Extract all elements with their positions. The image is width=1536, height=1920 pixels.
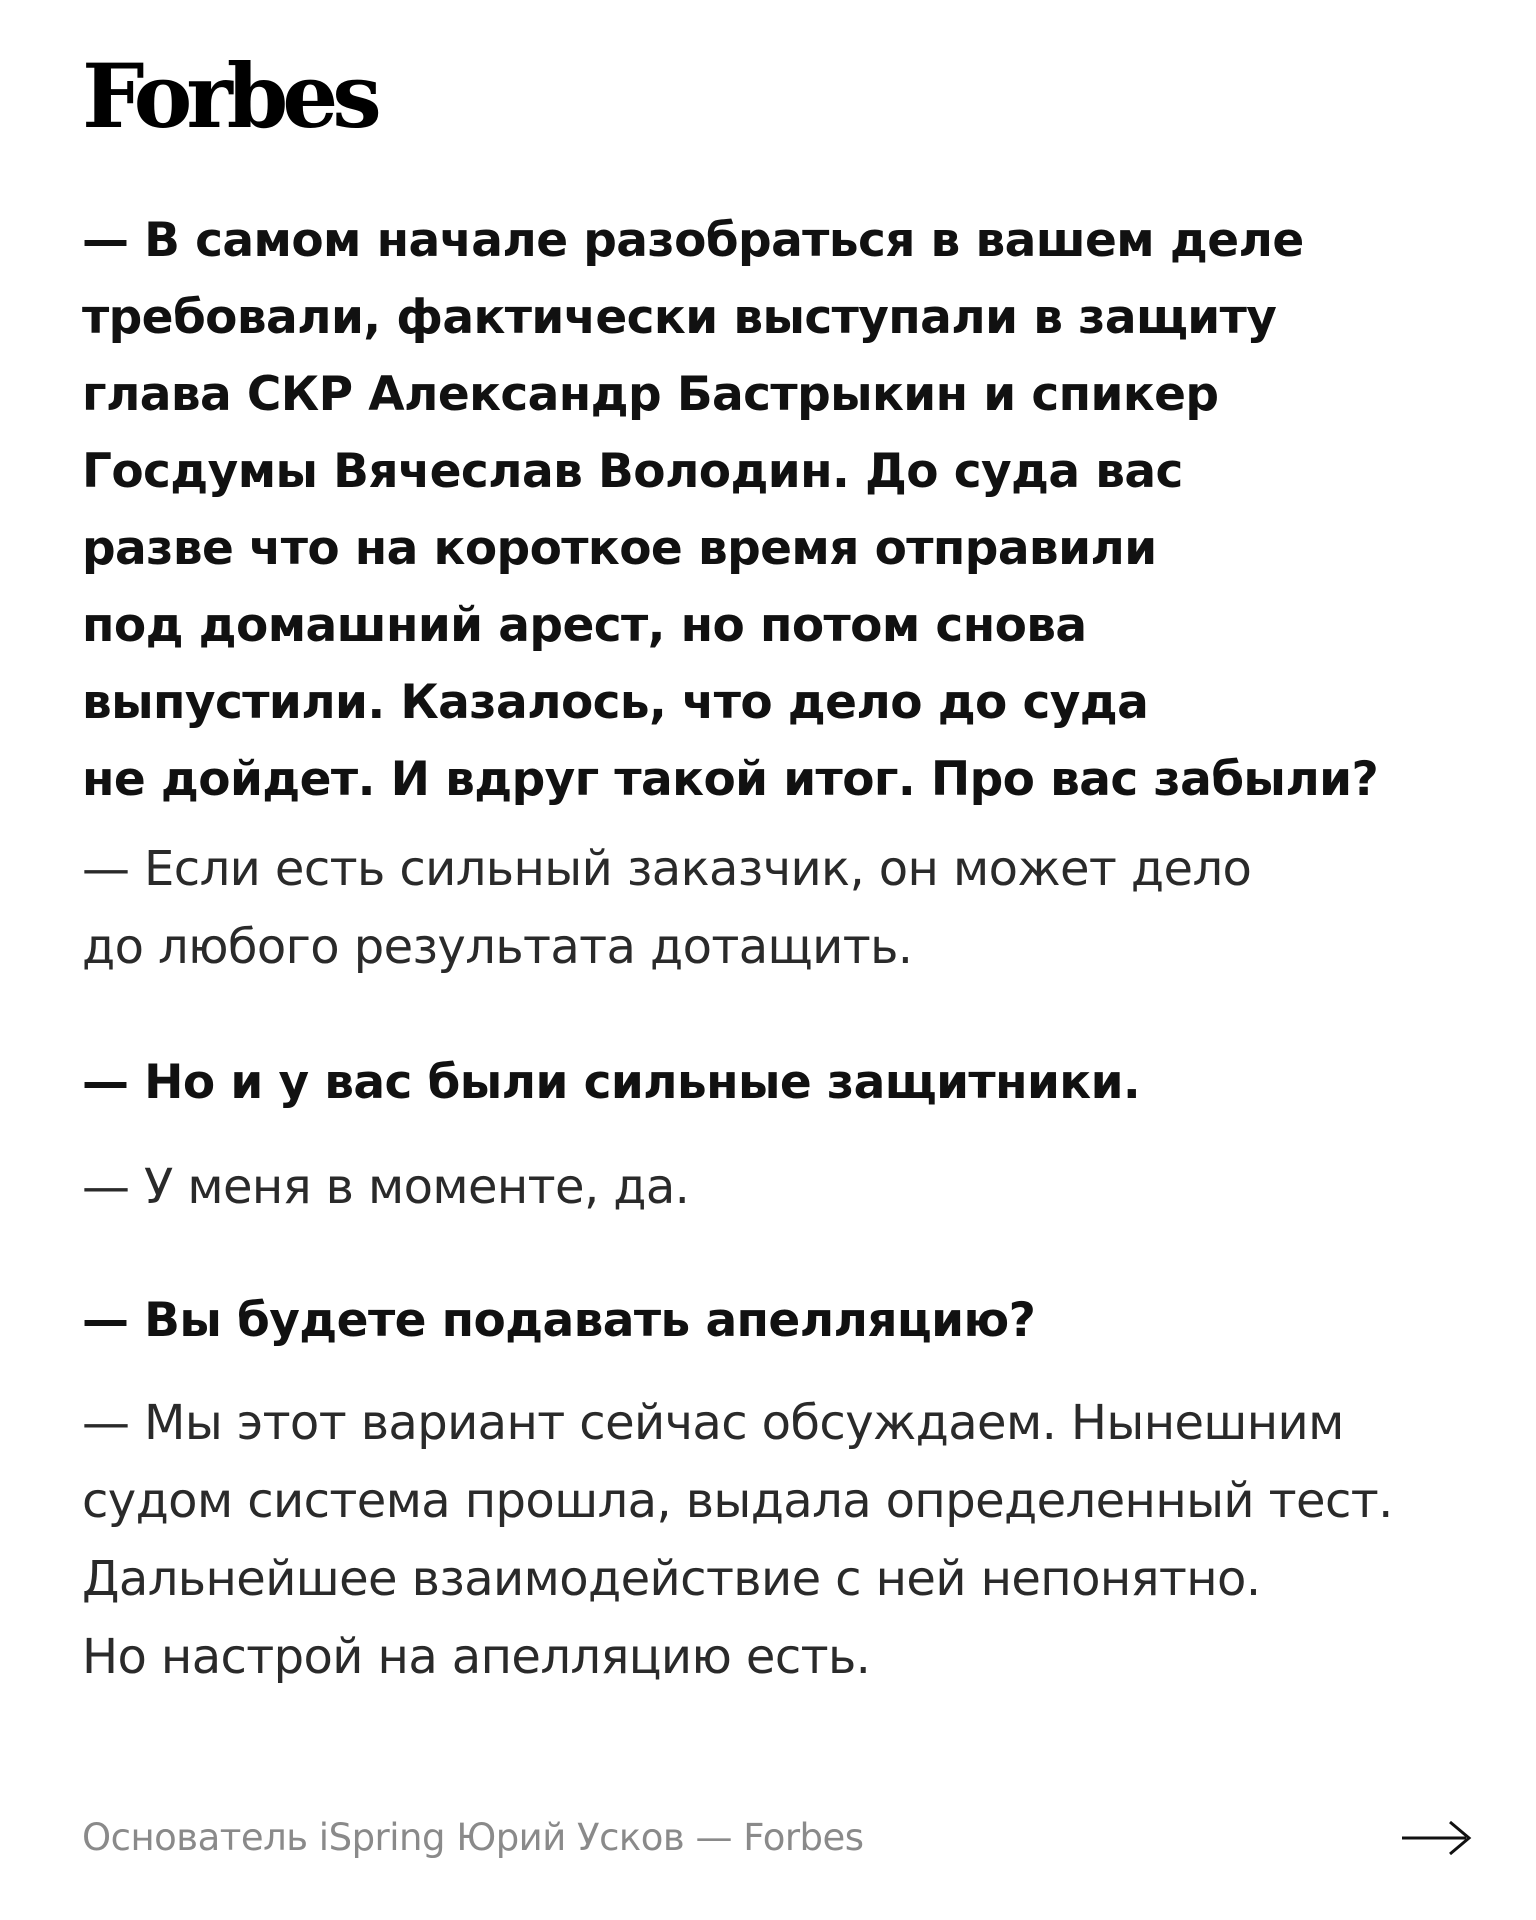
source-caption: Основатель iSpring Юрий Усков — Forbes	[82, 1816, 864, 1859]
question-1-line: разве что на короткое время отправили	[82, 521, 1157, 576]
answer-1	[82, 830, 1472, 986]
question-1	[82, 202, 1472, 818]
question-1-line: требовали, фактически выступали в защиту	[82, 290, 1277, 345]
answer-3-line: — Мы этот вариант сейчас обсуждаем. Нынешним	[82, 1395, 1344, 1451]
question-1-line: не дойдет. И вдруг такой итог. Про вас забыли?	[82, 752, 1379, 807]
question-3-line: — Вы будете подавать апелляцию?	[82, 1293, 1036, 1348]
question-1-line: Госдумы Вячеслав Володин. До суда вас	[82, 444, 1183, 499]
footer	[82, 1808, 1472, 1868]
answer-3-line: Дальнейшее взаимодействие с ней непонятно.	[82, 1551, 1261, 1607]
arrow-right-icon[interactable]	[1400, 1818, 1472, 1858]
question-3	[82, 1282, 1472, 1359]
question-2-line: — Но и у вас были сильные защитники.	[82, 1055, 1141, 1110]
question-1-line: под домашний арест, но потом снова	[82, 598, 1087, 653]
answer-3	[82, 1384, 1472, 1696]
question-1-line: выпустили. Казалось, что дело до суда	[82, 675, 1149, 730]
answer-2-line: — У меня в моменте, да.	[82, 1159, 690, 1215]
question-1-line: глава СКР Александр Бастрыкин и спикер	[82, 367, 1219, 422]
answer-3-line: судом система прошла, выдала определенный тест.	[82, 1473, 1393, 1529]
answer-3-line: Но настрой на апелляцию есть.	[82, 1629, 871, 1685]
answer-2	[82, 1148, 1472, 1226]
question-1-line: — В самом начале разобраться в вашем деле	[82, 213, 1304, 268]
answer-1-line: до любого результата дотащить.	[82, 919, 913, 975]
question-2	[82, 1044, 1472, 1121]
forbes-logo: Forbes	[82, 44, 376, 148]
article-card	[82, 0, 1472, 1920]
answer-1-line: — Если есть сильный заказчик, он может дело	[82, 841, 1252, 897]
